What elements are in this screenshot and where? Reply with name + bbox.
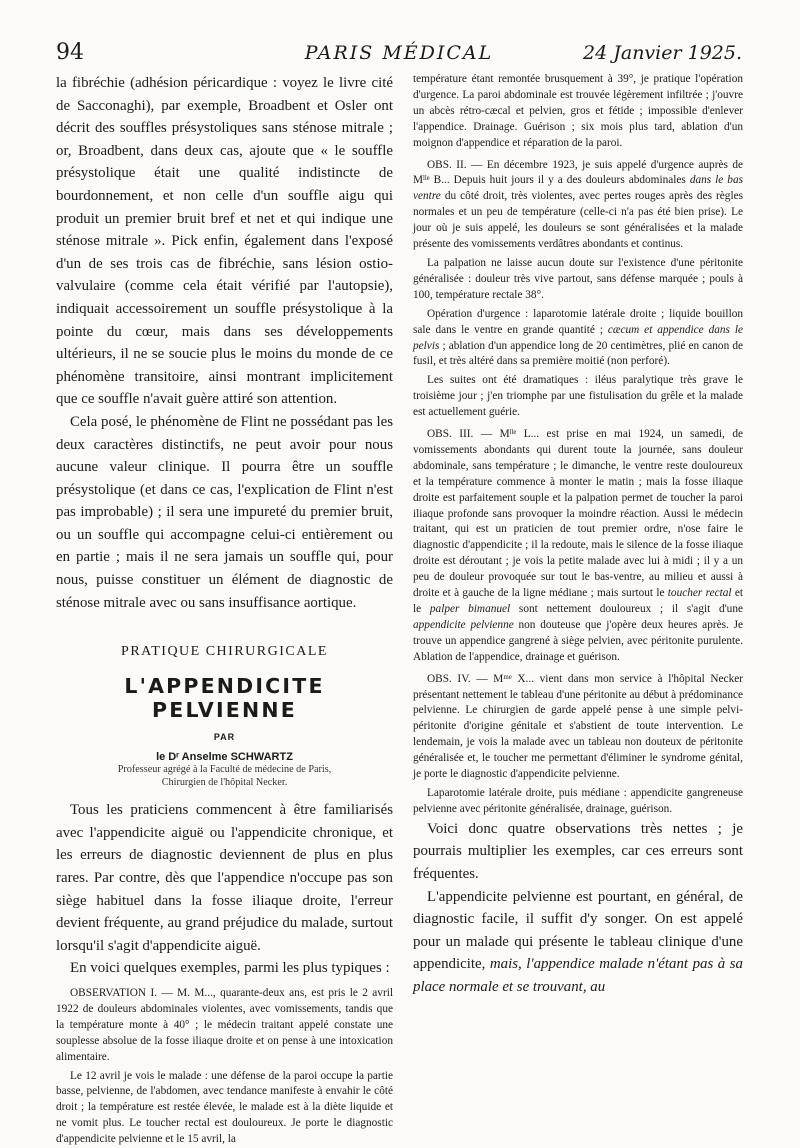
observation-emphasis: palper bimanuel (429, 603, 511, 615)
observation-label: OBS. II. (427, 158, 467, 171)
author-name: le Dʳ Anselme SCHWARTZ (156, 751, 293, 764)
body-paragraph: Cela posé, le phénomène de Flint ne possédant pas les deux caractères distinctifs, ne peut avoir pour nous aucune valeur clinique. Il pourra être un souffle présystolique (et dans ce cas, l'explication de Flint n'est pas improbable) ; il sera une impureté du premier bruit, ou un souffle qui accompagne celui-ci entièrement ou en partie ; mais il ne sera jamais un souffle qui, pour nous, puisse constituer un élément de diagnostic de sténose mitrale avec ou sans insuffisance aortique. (56, 413, 393, 611)
observation-paragraph (56, 986, 393, 1066)
body-paragraph (413, 886, 743, 999)
observation-text: — En décembre 1923, je suis appelé d'urgence auprès de Mˡˡᵉ B... Depuis huit jours il y a des douleurs abdominales (413, 158, 743, 187)
body-paragraph: En voici quelques exemples, parmi les plus typiques : (70, 960, 390, 977)
observation-paragraph: La palpation ne laisse aucun doute sur l'existence d'une péritonite généralisée : douleur très vive partout, sans défense marquée ; pouls à 100, température rectale 38°. (413, 256, 743, 301)
issue-date: 24 Janvier 1925. (583, 42, 742, 64)
observation-emphasis: appendicite pelvienne (413, 618, 514, 631)
body-paragraph: Voici donc quatre observations très nettes ; je pourrais multiplier les exemples, car ces erreurs sont fréquentes. (413, 820, 743, 882)
observation-paragraph (413, 427, 743, 666)
observation-text: — M. M..., quarante-deux ans, est pris le 2 avril 1922 de douleurs abdominales violentes, avec vomissements, tandis que la température monte à 40° ; le médecin traitant appelé constate une souplesse absolue de la fosse iliaque droite et on pense à une intoxication alimentaire. (56, 987, 393, 1063)
right-column (413, 72, 743, 1132)
journal-title: PARIS MÉDICAL (304, 42, 494, 64)
observation-text: — Mˡˡᵉ L... est prise en mai 1924, un samedi, de vomissements abondants qui durent toute la journée, sans douleur abdominale, sans température ; le dimanche, le ventre reste douloureux et la température commence à monter le matin ; mais la fosse iliaque droite est parfaitement souple et la palpation permet de toucher la paroi iliaque profonde sans provoquer la moindre réaction. Aussi le médecin traitant, qui est un praticien de tout premier ordre, n'ose faire le diagnostic d'appendicite ; il la redoute, mais le silence de la fosse iliaque droite est déroutant ; je vois la petite malade avec lui à midi ; il y a un peu de douleur provoquée sur tout le bas-ventre, au milieu et aussi à droite et à gauche de la ligne médiane ; mais surtout le (413, 428, 743, 600)
observation-paragraph (413, 158, 743, 253)
observation-paragraph (413, 307, 743, 371)
affiliation-line: Chirurgien de l'hôpital Necker. (161, 777, 288, 789)
article-title: L'APPENDICITE PELVIENNE (124, 674, 325, 723)
observation-emphasis: toucher rectal (667, 587, 732, 600)
observation-text: du côté droit, très violentes, avec pertes rouges après des règles normales et un peu de température (celle-ci n'a pas été bien prise). Le jour où je suis appelé, les douleurs se sont généralisées et la malade présente des vomissements verdâtres abondants et continus. (413, 190, 743, 251)
observation-label: OBS. III. (427, 428, 474, 441)
body-paragraph: Tous les praticiens commencent à être familiarisés avec l'appendicite aiguë ou l'appendicite chronique, et les erreurs de diagnostic deviennent de plus en plus rares. Par contre, dès que l'appendice n'occupe pas son siège habituel dans la fosse iliaque droite, l'erreur devient fréquente, au grand préjudice du malade, surtout lorsqu'il s'agit d'appendicite aiguë. (56, 802, 393, 954)
affiliation-line: Professeur agrégé à la Faculté de médecine de Paris, (117, 764, 332, 776)
body-emphasis: mais, l'appendice malade n'étant pas à sa place normale et se trouvant, au (413, 956, 743, 995)
observation-label: OBS. IV. (427, 672, 471, 685)
observation-paragraph: Les suites ont été dramatiques : iléus paralytique très grave le troisième jour ; j'en triomphe par une fistulisation du grêle et la malade est actuellement guérie. (413, 374, 743, 419)
observation-text: ; ablation d'un appendice long de 20 centimètres, plié en canon de fusil, et très altéré dans sa première moitié (non perforé). (413, 339, 743, 368)
observation-paragraph: Laparotomie latérale droite, puis médiane : appendicite gangreneuse pelvienne avec péritonite généralisée, drainage, guérison. (413, 786, 743, 815)
page-number: 94 (56, 40, 84, 65)
observation-paragraph (413, 672, 743, 783)
body-paragraph: la fibréchie (adhésion péricardique : voyez le livre cité de Sacconaghi), par exemple, Broadbent et Osler ont décrit des souffles présystoliques sans sténose mitrale ; or, Broadbent, dans deux cas, ajoute que « le souffle présystolique était une qualité indistincte de bourdonnement, et non celle d'un souffle aigu qui produit un premier bruit bref et net et qui indique une sténose mitrale ». Pick enfin, également dans l'exposé d'un de ses trois cas de fibréchie, sans lésion ostio-valvulaire (comme cela était vérifié par l'autopsie), indiquait accessoirement un souffle présystolique à la pointe du cœur, mais dans ses développements ultérieurs, il ne se soucie plus le moins du monde de ce phénomène transitoire, ainsi montrant implicitement que ce souffle n'avait guère attiré son attention. (56, 75, 393, 408)
observation-text: et le (413, 587, 744, 615)
observation-text: non douteuse que j'opère deux heures après. Je trouve un appendice gangrené à siège pelvien, avec péritonite purulente. Ablation de l'appendice, drainage et guérison. (413, 618, 744, 663)
observation-paragraph: Le 12 avril je vois le malade : une défense de la paroi occupe la partie basse, pelvienne, de l'abdomen, avec tendance manifeste à envahir le côté droit ; la température est restée élevée, le malade est à la diète liquide et ne vomit plus. Le toucher rectal est douloureux. Je porte le diagnostic d'appendicite pelvienne et le 15 avril, la (56, 1069, 393, 1146)
section-rubric: PRATIQUE CHIRURGICALE (121, 644, 328, 660)
observation-text: Opération d'urgence : laparotomie latérale droite ; liquide bouillon sale dans le ventre en grande quantité ; (413, 307, 743, 336)
body-text: L'appendicite pelvienne est pourtant, en général, de diagnostic facile, il suffit d'y songer. On est appelé pour un malade qui présente le tableau clinique d'une appendicite, (413, 888, 743, 973)
left-column (56, 72, 393, 1146)
observation-emphasis: cæcum et appendice dans le pelvis (413, 323, 743, 352)
running-header (56, 40, 742, 70)
observation-label: OBSERVATION I. (70, 987, 158, 999)
byline-par: PAR (213, 732, 236, 743)
observation-text: — Mᵐᵉ X... vient dans mon service à l'hôpital Necker présentant nettement le tableau d'une péritonite au début à prédominance pelvienne. Le chirurgien de garde appelé pense à une simple pelvi-péritonite d'origine génitale et s'abstient de toute intervention. Le lendemain, je vois la malade avec un tableau non douteux de péritonite généralisée et, le toucher me permettant d'éliminer le syndrome génital, je porte le diagnostic d'appendicite pelvienne. (413, 672, 743, 781)
observation-emphasis: dans le bas ventre (413, 174, 743, 203)
observation-text: sont nettement douloureux ; il s'agit d'une (510, 603, 743, 615)
observation-paragraph: température étant remontée brusquement à 39°, je pratique l'opération d'urgence. La paroi abdominale est trouvée légèrement infiltrée ; j'ouvre un abcès rétro-cæcal et pelvien, gros et fétide ; impossible d'enlever l'appendice. Drainage. Guérison ; six mois plus tard, ablation d'un moignon d'appendice et réparation de la paroi. (413, 73, 743, 149)
author-affiliation (56, 763, 393, 789)
